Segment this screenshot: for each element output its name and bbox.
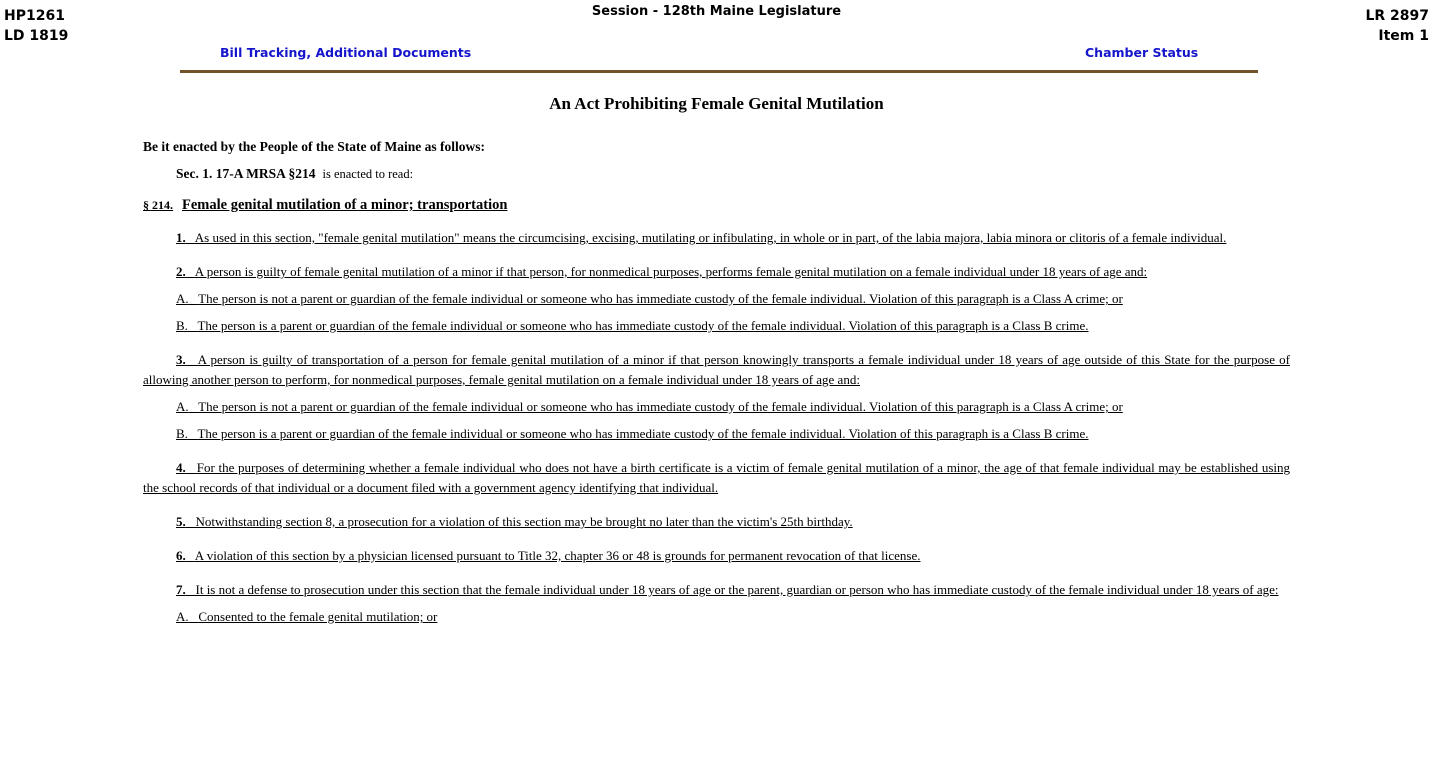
- paragraph-label: A.: [176, 291, 189, 306]
- statute-title: Female genital mutilation of a minor; transportation: [182, 197, 508, 213]
- header-divider-rule: [180, 70, 1258, 73]
- paragraph-label: 7.: [176, 582, 186, 597]
- paragraph-text: Consented to the female genital mutilation; or: [198, 609, 438, 624]
- page-header: [0, 0, 1433, 80]
- statute-paragraph-7-10: [143, 580, 1290, 600]
- paragraph-label: 1.: [176, 230, 186, 245]
- house-paper-number: HP1261: [4, 8, 65, 24]
- item-number: Item 1: [1378, 28, 1429, 44]
- paragraph-label: 2.: [176, 264, 186, 279]
- paragraph-text: The person is not a parent or guardian of the female individual or someone who has immediate custody of the female individual. Violation of this paragraph is a Class A crime; or: [198, 291, 1123, 306]
- paragraph-text: Notwithstanding section 8, a prosecution for a violation of this section may be brought no later than the victim's 25th birthday.: [195, 514, 853, 529]
- paragraph-label: 3.: [176, 352, 186, 367]
- statute-paragraph-a-2: [176, 289, 1290, 309]
- paragraph-text: A person is guilty of transportation of a person for female genital mutilation of a minor if that person knowingly transports a female individual under 18 years of age outside of this State for the purpose of allowing another person to perform, for nonmedical purposes, female genital mutilation on a female individual under 18 years of age and:: [143, 352, 1290, 387]
- statute-paragraph-a-5: [176, 397, 1290, 417]
- paragraph-label: A.: [176, 399, 189, 414]
- paragraph-text: The person is not a parent or guardian of the female individual or someone who has immediate custody of the female individual. Violation of this paragraph is a Class A crime; or: [198, 399, 1123, 414]
- statute-paragraph-3-4: [143, 350, 1290, 390]
- lr-number: LR 2897: [1365, 8, 1429, 24]
- statute-paragraph-1-0: [143, 228, 1290, 248]
- paragraph-text: As used in this section, "female genital mutilation" means the circumcising, excising, mutilating or infibulating, in whole or in part, of the labia majora, labia minora or clitoris of a female individual.: [194, 230, 1227, 245]
- statute-paragraph-6-9: [143, 546, 1290, 566]
- paragraph-label: 4.: [176, 460, 186, 475]
- statute-paragraph-5-8: [143, 512, 1290, 532]
- statute-body: [143, 228, 1290, 627]
- ld-number: LD 1819: [4, 28, 69, 44]
- enacting-clause: Be it enacted by the People of the State of Maine as follows:: [143, 139, 485, 154]
- statute-number: § 214.: [143, 198, 173, 212]
- section-citation: Sec. 1. 17-A MRSA §214: [176, 166, 316, 181]
- bill-document: [143, 94, 1290, 627]
- lr-numbers: [1365, 6, 1429, 46]
- bill-title: An Act Prohibiting Female Genital Mutilation: [549, 94, 884, 113]
- bill-tracking-link[interactable]: Bill Tracking, Additional Documents: [220, 45, 472, 60]
- statute-paragraph-b-6: [176, 424, 1290, 444]
- statute-paragraph-2-1: [143, 262, 1290, 282]
- paragraph-text: For the purposes of determining whether a female individual who does not have a birth certificate is a victim of female genital mutilation of a minor, the age of that female individual may be established using the school records of that individual or a document filed with a government agency identifying that individual.: [143, 460, 1290, 495]
- statute-paragraph-a-11: [176, 607, 1290, 627]
- paragraph-text: The person is a parent or guardian of the female individual or someone who has immediate custody of the female individual. Violation of this paragraph is a Class B crime.: [197, 318, 1089, 333]
- paragraph-label: B.: [176, 318, 188, 333]
- statute-paragraph-b-3: [176, 316, 1290, 336]
- paragraph-text: The person is a parent or guardian of the female individual or someone who has immediate custody of the female individual. Violation of this paragraph is a Class B crime.: [197, 426, 1089, 441]
- session-title: Session - 128th Maine Legislature: [591, 4, 842, 19]
- paragraph-text: A person is guilty of female genital mutilation of a minor if that person, for nonmedical purposes, performs female genital mutilation on a female individual under 18 years of age and:: [194, 264, 1148, 279]
- statute-heading: [143, 196, 1290, 214]
- chamber-status-link[interactable]: Chamber Status: [1085, 45, 1199, 60]
- paragraph-label: A.: [176, 609, 189, 624]
- statute-paragraph-4-7: [143, 458, 1290, 498]
- section-enactment-text: is enacted to read:: [322, 167, 414, 181]
- paragraph-label: 5.: [176, 514, 186, 529]
- paragraph-text: A violation of this section by a physician licensed pursuant to Title 32, chapter 36 or 48 is grounds for permanent revocation of that license.: [194, 548, 921, 563]
- paragraph-label: B.: [176, 426, 188, 441]
- section-enactment-line: [143, 166, 1290, 182]
- paragraph-label: 6.: [176, 548, 186, 563]
- paragraph-text: It is not a defense to prosecution under this section that the female individual under 18 years of age or the parent, guardian or person who has immediate custody of the female individual under 18 years of age:: [195, 582, 1279, 597]
